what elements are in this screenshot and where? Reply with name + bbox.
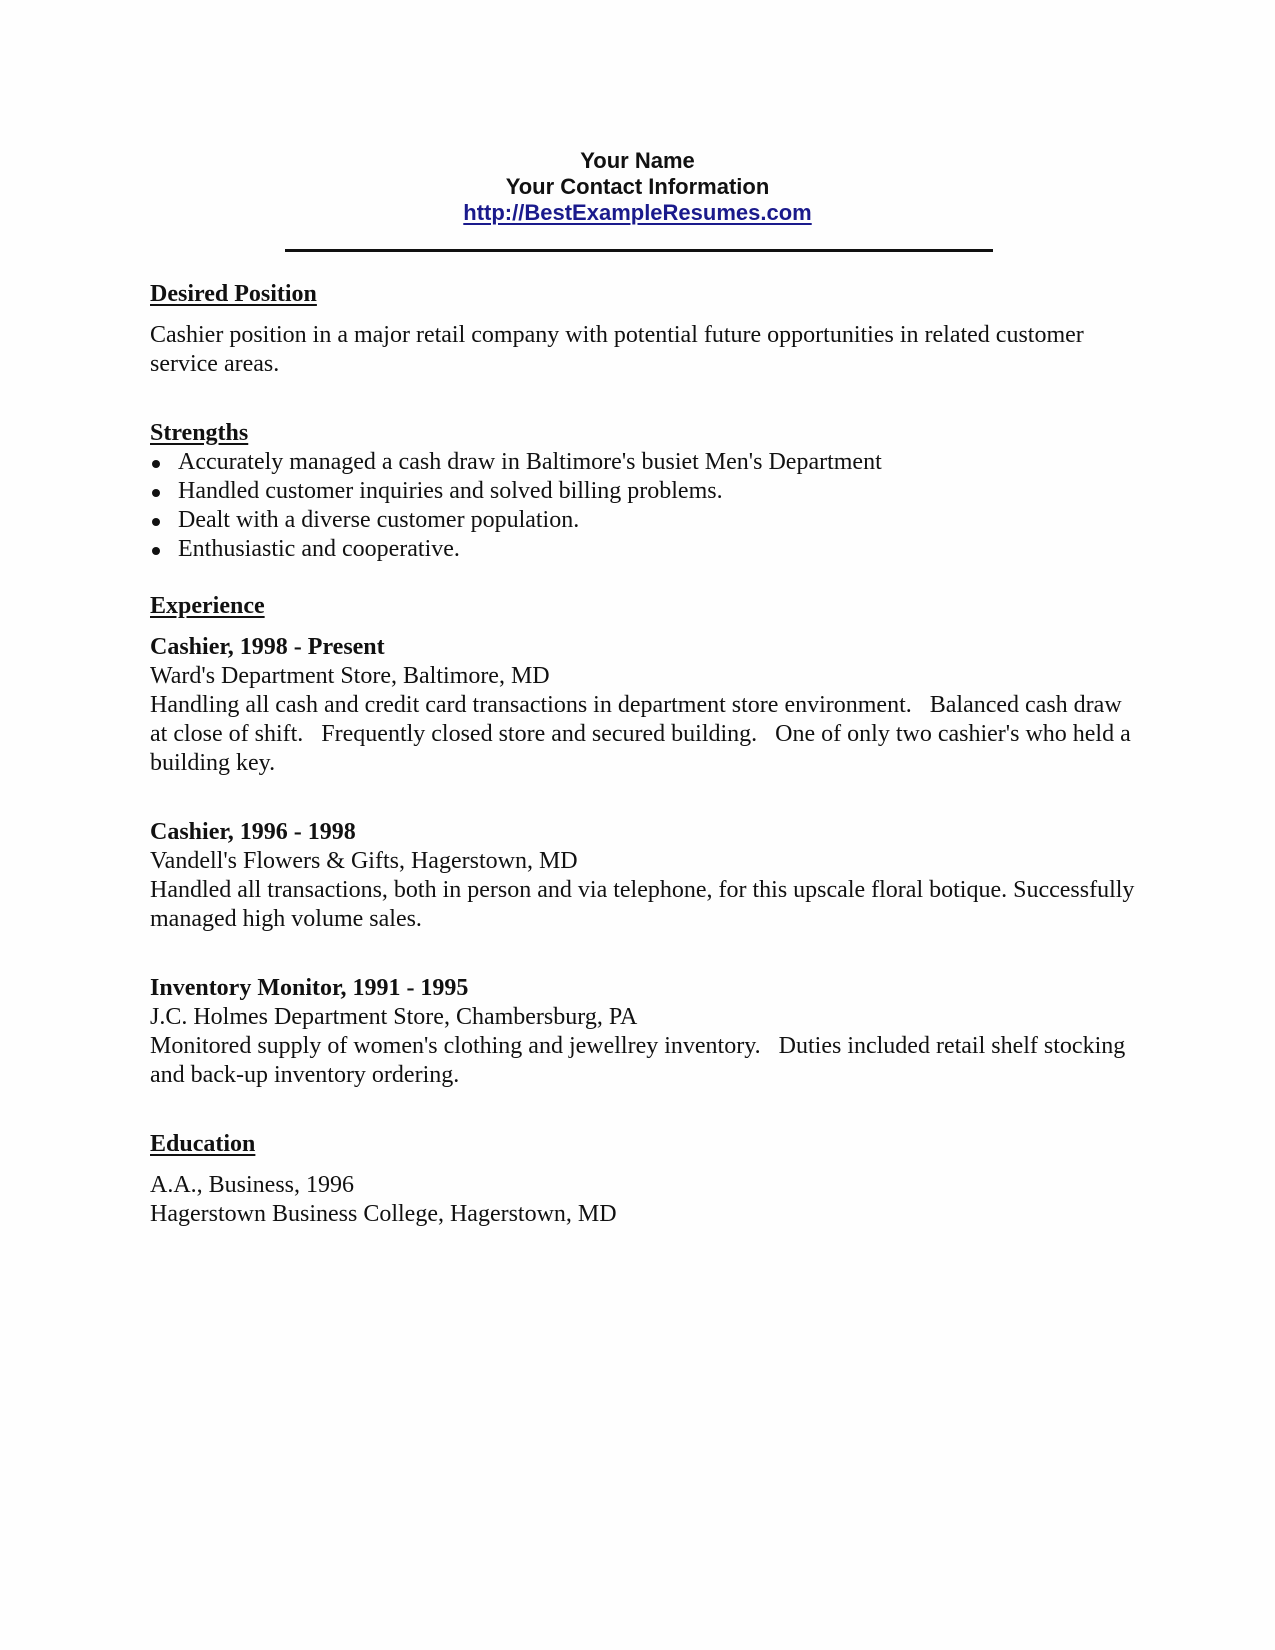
education-section bbox=[150, 1130, 1140, 1229]
job-entry bbox=[150, 633, 1140, 778]
job-description: Handled all transactions, both in person and via telephone, for this upscale floral botique. Successfully managed high volume sales. bbox=[150, 877, 1141, 932]
contact-information: Your Contact Information bbox=[505, 174, 770, 199]
job-title: Cashier, 1998 - Present bbox=[150, 634, 385, 660]
job-entry bbox=[150, 818, 1140, 934]
job-title: Cashier, 1996 - 1998 bbox=[150, 819, 356, 845]
bullet-icon bbox=[152, 489, 160, 497]
job-description: Monitored supply of women's clothing and jewellrey inventory. Duties included retail shelf stocking and back-up inventory ordering. bbox=[150, 1033, 1132, 1088]
strength-item: Handled customer inquiries and solved billing problems. bbox=[150, 477, 1140, 506]
strength-item: Enthusiastic and cooperative. bbox=[150, 535, 1140, 564]
section-title-strengths: Strengths bbox=[150, 420, 249, 446]
strength-item: Dealt with a diverse customer population. bbox=[150, 506, 1140, 535]
website-link[interactable]: http://BestExampleResumes.com bbox=[463, 200, 812, 225]
desired-position-text: Cashier position in a major retail company with potential future opportunities in related customer service areas. bbox=[150, 322, 1084, 377]
job-employer: Ward's Department Store, Baltimore, MD bbox=[150, 663, 550, 689]
resume-body bbox=[150, 280, 1140, 1229]
section-title-experience: Experience bbox=[150, 593, 265, 619]
job-employer: Vandell's Flowers & Gifts, Hagerstown, MD bbox=[150, 848, 578, 874]
resume-header bbox=[0, 148, 1275, 226]
job-title: Inventory Monitor, 1991 - 1995 bbox=[150, 975, 469, 1001]
strength-item: Accurately managed a cash draw in Baltimore's busiet Men's Department bbox=[150, 448, 1140, 477]
section-title-education: Education bbox=[150, 1131, 256, 1157]
applicant-name: Your Name bbox=[580, 148, 695, 173]
bullet-icon bbox=[152, 460, 160, 468]
strengths-section bbox=[150, 419, 1140, 564]
experience-section bbox=[150, 592, 1140, 1090]
job-description: Handling all cash and credit card transactions in department store environment. Balanced cash draw at close of shift. Frequently closed store and secured building. One of only two cashier's who held a building key. bbox=[150, 692, 1137, 776]
header-divider bbox=[285, 249, 993, 252]
strengths-list bbox=[150, 448, 1140, 564]
bullet-icon bbox=[152, 547, 160, 555]
education-school: Hagerstown Business College, Hagerstown, MD bbox=[150, 1201, 617, 1227]
job-entry bbox=[150, 974, 1140, 1090]
education-degree: A.A., Business, 1996 bbox=[150, 1172, 355, 1198]
job-employer: J.C. Holmes Department Store, Chambersburg, PA bbox=[150, 1004, 638, 1030]
bullet-icon bbox=[152, 518, 160, 526]
section-title-desired-position: Desired Position bbox=[150, 281, 317, 307]
desired-position-section bbox=[150, 280, 1140, 379]
